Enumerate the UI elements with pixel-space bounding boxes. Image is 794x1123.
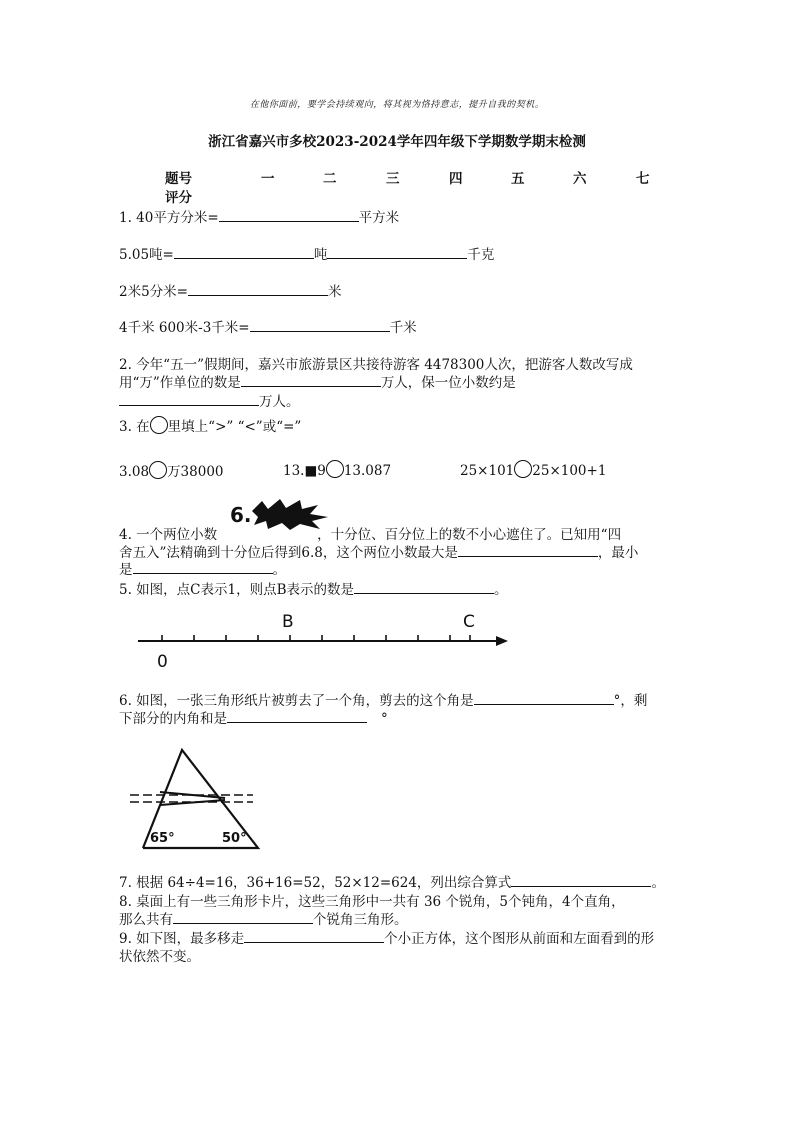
cut-triangle-figure [125, 745, 285, 855]
question-3-item1: 3.08 万38000 [119, 460, 224, 480]
answer-blank[interactable] [250, 318, 390, 332]
angle-50: 50° [222, 831, 247, 846]
hidden-digits-card-icon [228, 497, 333, 531]
label-c: C [463, 612, 475, 632]
exam-title: 浙江省嘉兴市多校2023-2024学年四年级下学期数学期末检测 [208, 134, 586, 150]
question-4-line2: 舍五入”法精确到十分位后得到6.8，这个两位小数最大是 ，最小 [119, 545, 639, 561]
question-1a: 1. 40平方分米= 平方米 [119, 210, 400, 226]
question-6-line1: 6. 如图，一张三角形纸片被剪去了一个角，剪去的这个角是 °，剩 [119, 693, 648, 709]
score-col: 五 [511, 171, 525, 187]
question-2-line3: 万人。 [119, 390, 300, 410]
answer-blank[interactable] [173, 910, 313, 924]
score-row-label: 题号 [165, 171, 192, 187]
angle-65: 65° [150, 831, 175, 846]
answer-blank[interactable] [188, 282, 328, 296]
question-3: 3. 在 里填上“>” “<”或“=” [119, 415, 301, 435]
question-9-line1: 9. 如下图，最多移走 个小正方体，这个图形从前面和左面看到的形 [119, 931, 655, 947]
answer-blank[interactable] [119, 392, 259, 406]
compare-circle-input[interactable] [326, 460, 344, 478]
answer-blank[interactable] [174, 245, 314, 259]
answer-blank[interactable] [474, 691, 614, 705]
question-3-item3: 25×101 25×100+1 [460, 460, 606, 479]
question-7: 7. 根据 64÷4=16，36+16=52，52×12=624，列出综合算式 。 [119, 875, 665, 891]
score-col: 六 [573, 171, 587, 187]
question-1b: 5.05吨= 吨 千克 [119, 247, 495, 263]
score-col: 三 [386, 171, 400, 187]
answer-blank[interactable] [511, 873, 651, 887]
score-col: 七 [636, 171, 650, 187]
answer-blank[interactable] [219, 208, 359, 222]
answer-blank[interactable] [241, 373, 381, 387]
label-zero: 0 [157, 652, 168, 670]
answer-blank[interactable] [133, 560, 273, 574]
question-1c: 2米5分米= 米 [119, 284, 342, 300]
score-col: 二 [323, 171, 337, 187]
compare-circle-input[interactable] [514, 460, 532, 478]
question-8-line1: 8. 桌面上有一些三角形卡片，这些三角形中一共有 36 个锐角，5个钝角，4个直角， [119, 894, 625, 910]
question-4-line1: 4. 一个两位小数 ，十分位、百分位上的数不小心遮住了。已知用“四 [119, 527, 622, 543]
question-2-line1: 2. 今年“五一”假期间，嘉兴市旅游景区共接待游客 4478300人次，把游客人数改写成 [119, 357, 633, 373]
question-5: 5. 如图，点C表示1，则点B表示的数是 。 [119, 582, 508, 598]
question-2-line2: 用“万”作单位的数是 万人，保一位小数约是 [119, 375, 516, 391]
answer-blank[interactable] [458, 543, 598, 557]
answer-blank[interactable] [244, 929, 384, 943]
card-number: 6. [230, 503, 252, 527]
answer-blank[interactable] [327, 245, 467, 259]
question-4-line3: 是 。 [119, 562, 286, 578]
score-row-label-2: 评分 [165, 190, 192, 206]
compare-circle-icon [150, 416, 168, 434]
question-1d: 4千米 600米-3千米= 千米 [119, 320, 417, 336]
label-b: B [282, 612, 294, 632]
score-col: 一 [261, 171, 275, 187]
compare-circle-input[interactable] [149, 461, 167, 479]
question-8-line2: 那么共有 个锐角三角形。 [119, 912, 408, 928]
question-3-item2: 13.■9 13.087 [283, 460, 391, 479]
number-line-figure [130, 605, 520, 670]
score-col: 四 [449, 171, 463, 187]
question-6-line2: 下部分的内角和是 ° [119, 711, 388, 727]
question-9-line2: 状依然不变。 [119, 949, 200, 965]
answer-blank[interactable] [227, 709, 367, 723]
answer-blank[interactable] [354, 580, 494, 594]
header-motto: 在他你面前，要学会持续观向，将其视为恪持意志，提升自我的契机。 [249, 100, 545, 110]
